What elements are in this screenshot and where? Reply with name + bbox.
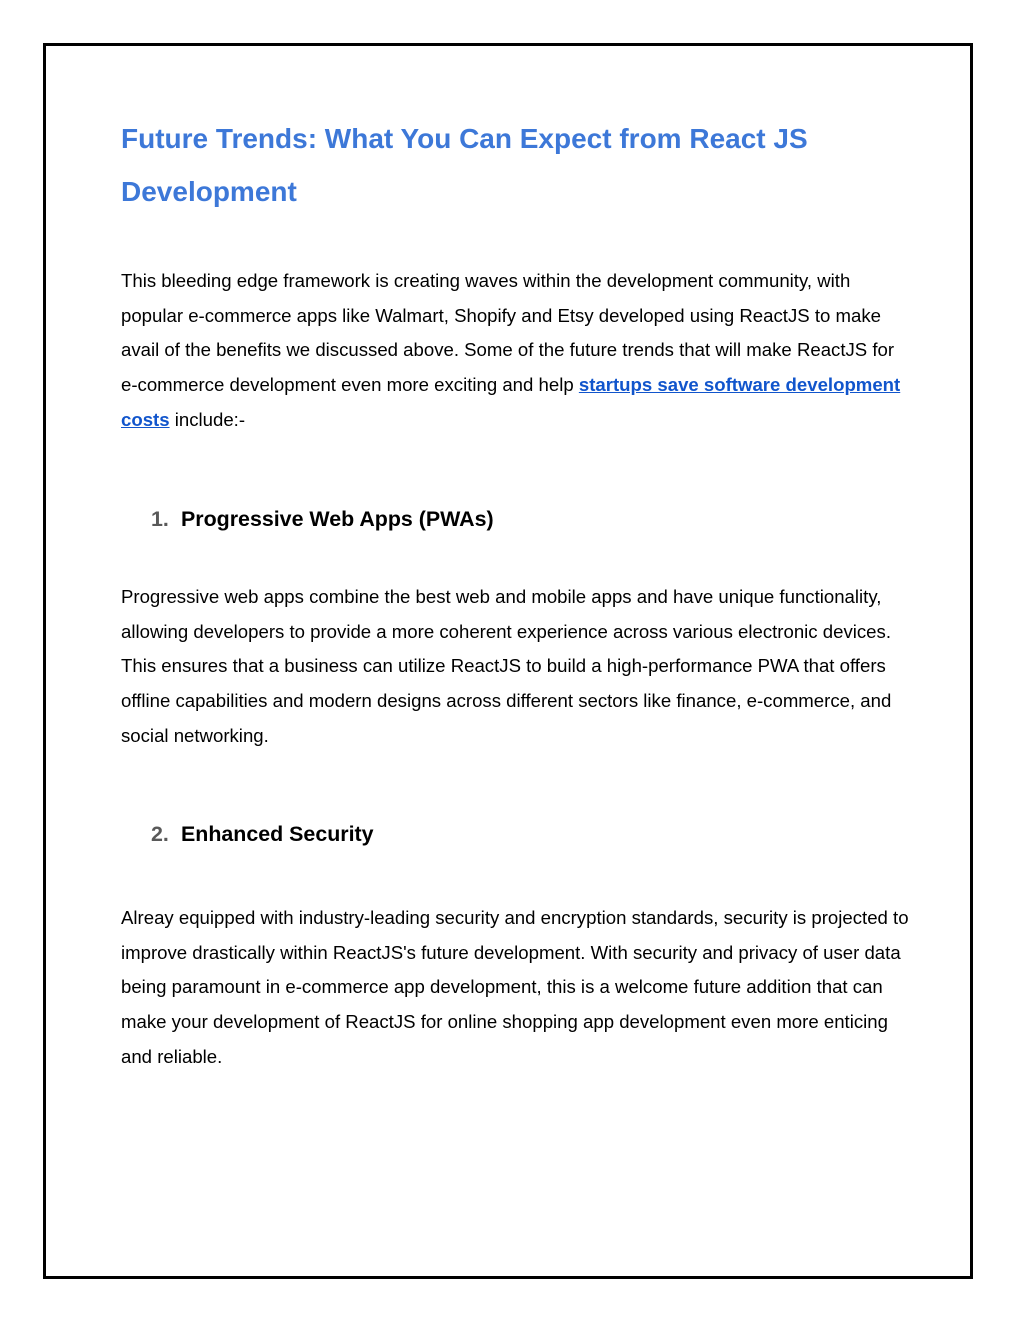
document-title: Future Trends: What You Can Expect from React JS Development (121, 123, 808, 207)
section-heading-security (151, 819, 374, 849)
intro-text: This bleeding edge framework is creating waves within the development community, with popular e-commerce apps like Walmart, Shopify and Etsy developed using ReactJS to make avail of the benefits we discussed above. Some of the future trends that will make ReactJS for e-commerce development even more exciting and help (121, 270, 895, 396)
section-title: Progressive Web Apps (PWAs) (181, 507, 494, 531)
intro-paragraph (121, 264, 911, 438)
list-number: 1. (151, 507, 169, 531)
section-body-pwa: Progressive web apps combine the best web and mobile apps and have unique functionality, allowing developers to provide a more coherent experience across various electronic devices. This ensures that a business can utilize ReactJS to build a high-performance PWA that offers offline capabilities and modern designs across different sectors like finance, e-commerce, and social networking. (121, 586, 892, 746)
list-number: 2. (151, 822, 169, 846)
intro-text-end: include:- (169, 408, 246, 430)
startups-save-costs-link[interactable]: startups save software development costs (121, 374, 901, 430)
section-title: Enhanced Security (181, 822, 374, 846)
section-heading-pwa (151, 504, 494, 534)
section-body-security: Alreay equipped with industry-leading security and encryption standards, security is projected to improve drastically within ReactJS's future development. With security and privacy of user data being paramount in e-commerce app development, this is a welcome future addition that can make your development of ReactJS for online shopping app development even more enticing and reliable. (121, 907, 909, 1067)
